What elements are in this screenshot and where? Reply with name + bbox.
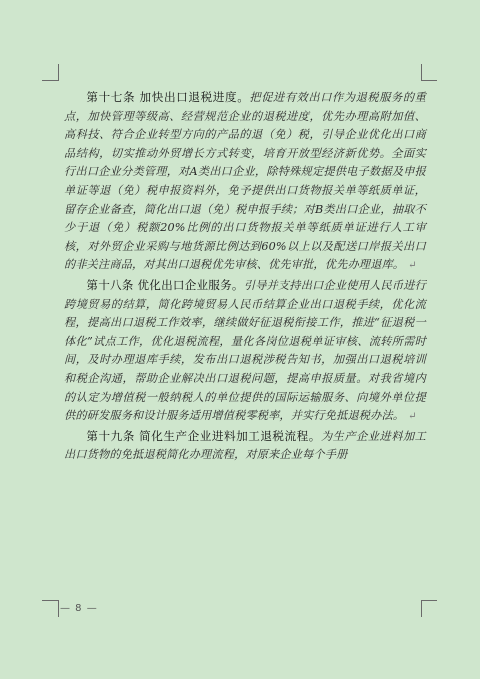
crop-mark-top-right-h [421, 80, 437, 81]
article-19-body: 为生产企业进料加工出口货物的免抵退税简化办理流程，对原来企业每个手册 [64, 429, 427, 462]
article-19 [64, 427, 426, 465]
article-18 [64, 276, 426, 427]
article-18-body: 引导并支持出口企业使用人民币进行跨境贸易的结算，简化跨境贸易人民币结算企业出口退税手续，优化流程，提高出口退税工作效率，继续做好征退税衔接工作，推进“征退税一体化”试点工作，优化退税流程，量化各岗位退税单证审核、流转所需时间，及时办理退库手续，发布出口退税涉税告知书，加强出口退税培训和税企沟通，帮助企业解决出口退税问题，提高申报质量。对我省境内的认定为增值税一般纳税人的单位提供的国际运输服务、向境外单位提供的研发服务和设计服务适用增值税零税率，并实行免抵退税办法。 [64, 278, 426, 423]
document-body [64, 88, 426, 465]
page-number: — 8 — [60, 603, 98, 614]
paragraph-mark-icon: ↵ [408, 260, 417, 272]
article-17-heading: 第十七条 加快出口退税进度。 [86, 90, 250, 104]
article-19-heading: 第十九条 简化生产企业进料加工退税流程。 [86, 428, 321, 443]
crop-mark-bottom-left-h [42, 600, 58, 601]
crop-mark-top-left-v [58, 64, 59, 81]
crop-mark-top-left-h [42, 80, 58, 81]
article-18-heading: 第十八条 优化出口企业服务。 [86, 277, 244, 292]
crop-mark-bottom-right-v [421, 600, 422, 617]
crop-mark-bottom-right-h [421, 600, 437, 601]
article-17 [64, 88, 426, 276]
paragraph-mark-icon: ↵ [408, 411, 417, 423]
crop-mark-top-right-v [421, 64, 422, 81]
crop-mark-bottom-left-v [58, 600, 59, 617]
article-17-body: 把促进有效出口作为退税服务的重点，加快管理等级高、经营规范企业的退税进度，优先办理高附加值、高科技、符合企业转型方向的产品的退（免）税，引导企业优化出口商品结构，切实推动外贸增长方式转变，培育开放型经济新优势。全面实行出口企业分类管理，对A类出口企业，除特殊规定提供电子数据及申报单证等退（免）税申报资料外，免予提供出口货物报关单等纸质单证，留存企业备查，简化出口退（免）税申报手续；对B类出口企业，抽取不少于退（免）税额20%比例的出口货物报关单等纸质单证进行人工审核，对外贸企业采购与地货源比例达到60%以上以及配送口岸报关出口的非关注商品，对其出口退税优先审核、优先审批，优先办理退库。 [64, 91, 426, 272]
